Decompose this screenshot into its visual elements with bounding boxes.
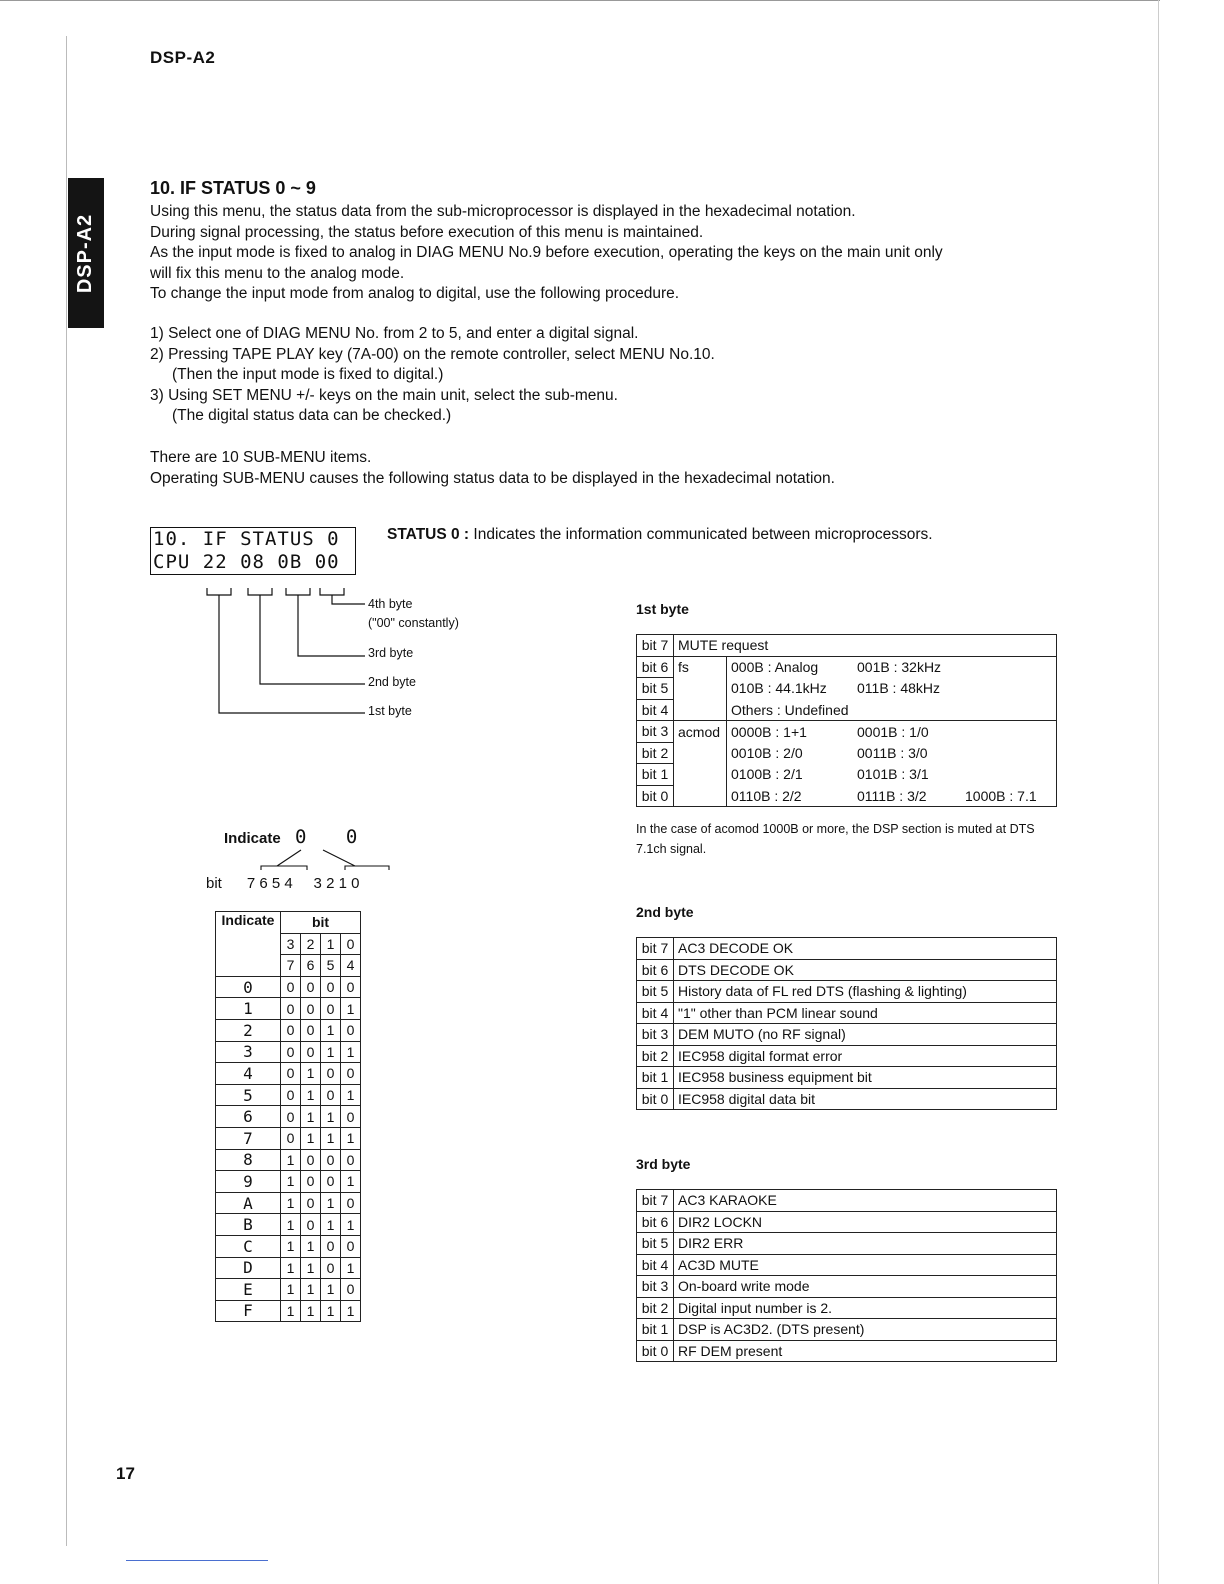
indicate-bit-row: bit 7 6 5 4 3 2 1 0 xyxy=(206,875,360,892)
field-label-empty xyxy=(674,699,727,721)
bit-value: 0 xyxy=(341,1279,361,1301)
callout-4th-byte: 4th byte xyxy=(368,597,413,611)
bit-value: 1 xyxy=(281,1279,301,1301)
table-row xyxy=(637,1002,1057,1024)
bit-desc: IEC958 digital data bit xyxy=(674,1088,1057,1110)
side-tab-label: DSP-A2 xyxy=(74,213,97,293)
leader-1st-byte xyxy=(219,595,365,713)
bit-value: 001B : 32kHz xyxy=(853,656,961,678)
bit-desc: AC3 KARAOKE xyxy=(674,1190,1057,1212)
byte1-table xyxy=(636,634,1057,807)
bit-value: 1 xyxy=(341,998,361,1020)
bit-value: 1 xyxy=(341,1084,361,1106)
bit-desc: On-board write mode xyxy=(674,1276,1057,1298)
table-row xyxy=(216,1214,361,1236)
bit-label: bit 7 xyxy=(637,635,674,657)
bit-value: 1 xyxy=(301,1127,321,1149)
bracket-2nd-byte xyxy=(248,588,272,595)
indicate-digits: 0 0 xyxy=(295,826,372,848)
table-row xyxy=(637,1045,1057,1067)
bit-label: bit 6 xyxy=(637,656,674,678)
byte2-table xyxy=(636,937,1057,1110)
bit-value: 0 xyxy=(281,1019,301,1041)
status0-label: STATUS 0 : xyxy=(387,526,470,543)
bit-number: 3 xyxy=(281,933,301,955)
byte-bracket-diagram xyxy=(200,588,370,718)
bit-value: 0111B : 3/2 xyxy=(853,785,961,807)
bit-label: bit 1 xyxy=(637,1319,674,1341)
table-row xyxy=(216,1084,361,1106)
bit-value: 1 xyxy=(301,1106,321,1128)
table-row xyxy=(216,976,361,998)
bit-value: 1 xyxy=(341,1041,361,1063)
bit-value: 1 xyxy=(321,1300,341,1322)
bit-value: 0101B : 3/1 xyxy=(857,766,929,783)
section-title: 10. IF STATUS 0 ~ 9 xyxy=(150,178,316,198)
bit-number: 4 xyxy=(341,955,361,977)
hex-digit: 7 xyxy=(216,1127,281,1149)
bit-value: 1 xyxy=(341,1171,361,1193)
bit-value: 0 xyxy=(281,998,301,1020)
table-row xyxy=(216,1127,361,1149)
bit-label: bit 7 xyxy=(637,1190,674,1212)
bit-value: 0 xyxy=(281,1127,301,1149)
bit-desc: DSP is AC3D2. (DTS present) xyxy=(674,1319,1057,1341)
bit-value: 0 xyxy=(301,1041,321,1063)
bracket-3rd-byte xyxy=(286,588,310,595)
bit-desc: AC3D MUTE xyxy=(674,1254,1057,1276)
table-row xyxy=(637,1319,1057,1341)
step-3-note: (The digital status data can be checked.) xyxy=(172,407,452,424)
bit-label: bit 6 xyxy=(637,959,674,981)
bit-value: 0001B : 1/0 xyxy=(853,721,961,743)
hex-digit: 0 xyxy=(216,976,281,998)
bit-value: 1 xyxy=(321,1019,341,1041)
bit-value: 0 xyxy=(321,976,341,998)
table-row xyxy=(637,764,1057,786)
bit-value: 0 xyxy=(301,1019,321,1041)
table-row xyxy=(216,1171,361,1193)
right-margin-rule xyxy=(1158,0,1159,1584)
field-label: fs xyxy=(674,656,727,678)
procedure-steps xyxy=(150,324,715,427)
bit-desc: DTS DECODE OK xyxy=(674,959,1057,981)
note-line: In the case of acomod 1000B or more, the DSP section is muted at DTS xyxy=(636,822,1035,836)
indicate-bracket xyxy=(255,848,395,874)
hex-digit: A xyxy=(216,1192,281,1214)
bit-number: 7 xyxy=(281,955,301,977)
bit-label: bit 0 xyxy=(637,1340,674,1362)
indicate-label: Indicate xyxy=(224,830,281,847)
table-row xyxy=(216,1279,361,1301)
bit-value: 0 xyxy=(281,1106,301,1128)
bit-desc: Digital input number is 2. xyxy=(674,1297,1057,1319)
hex-digit: B xyxy=(216,1214,281,1236)
header-indicate: Indicate xyxy=(216,912,281,977)
table-row xyxy=(637,656,1057,678)
table-row xyxy=(637,1297,1057,1319)
bit-value: 0 xyxy=(341,1192,361,1214)
table-row xyxy=(637,981,1057,1003)
header-model: DSP-A2 xyxy=(150,48,216,67)
table-row xyxy=(216,1257,361,1279)
table-row xyxy=(216,1106,361,1128)
bit-number: 5 xyxy=(321,955,341,977)
bit-value: 1 xyxy=(281,1300,301,1322)
field-label-empty xyxy=(674,742,727,764)
bit-value: 1 xyxy=(321,1127,341,1149)
table-row xyxy=(637,742,1057,764)
bit-value-empty xyxy=(961,678,1057,700)
table-row xyxy=(637,678,1057,700)
bit-label: bit 3 xyxy=(637,1276,674,1298)
bit-value: 0 xyxy=(341,1063,361,1085)
hex-digit: D xyxy=(216,1257,281,1279)
hex-digit: 9 xyxy=(216,1171,281,1193)
bit-label: bit 2 xyxy=(637,742,674,764)
bit-label: bit 4 xyxy=(637,1002,674,1024)
hex-digit: 5 xyxy=(216,1084,281,1106)
bit-value: 0 xyxy=(321,1063,341,1085)
left-margin-rule xyxy=(66,36,67,1546)
bit-value: 1 xyxy=(341,1257,361,1279)
bit-value-empty xyxy=(961,742,1057,764)
bit-label: bit 0 xyxy=(637,1088,674,1110)
bit-value: 1 xyxy=(301,1063,321,1085)
bit-value: 1 xyxy=(301,1257,321,1279)
table-row xyxy=(637,1276,1057,1298)
bit-value: 0 xyxy=(341,1019,361,1041)
byte1-note xyxy=(636,819,1066,859)
bit-value: 0 xyxy=(301,1149,321,1171)
side-tab xyxy=(68,178,104,328)
submenu-line: Operating SUB-MENU causes the following status data to be displayed in the hexadecimal notation. xyxy=(150,469,835,487)
bit-value: 1 xyxy=(301,1235,321,1257)
bit-value: 0 xyxy=(321,1257,341,1279)
byte1-heading: 1st byte xyxy=(636,601,689,617)
bit-value: 1 xyxy=(321,1214,341,1236)
bracket-4th-byte xyxy=(320,588,344,595)
bit-value: 0 xyxy=(301,1192,321,1214)
bracket-lower-nibble xyxy=(345,866,389,870)
bottom-line xyxy=(126,1560,268,1561)
table-row xyxy=(637,1233,1057,1255)
leader-4th-byte xyxy=(332,595,365,604)
bit-value: 1 xyxy=(301,1279,321,1301)
bit-value: 0100B : 2/1 xyxy=(731,766,803,783)
table-row xyxy=(216,1063,361,1085)
callout-2nd-byte: 2nd byte xyxy=(368,675,416,689)
step-3: 3) Using SET MENU +/- keys on the main unit, select the sub-menu. xyxy=(150,386,618,404)
table-row xyxy=(637,1088,1057,1110)
bit-label: bit 7 xyxy=(637,938,674,960)
hex-digit: F xyxy=(216,1300,281,1322)
bit-label: bit 3 xyxy=(637,721,674,743)
bit-value: 1000B : 7.1 xyxy=(961,785,1057,807)
table-row xyxy=(637,1254,1057,1276)
bit-value: 1 xyxy=(281,1257,301,1279)
bit-desc: IEC958 business equipment bit xyxy=(674,1067,1057,1089)
bit-label: bit 5 xyxy=(637,678,674,700)
bit-value: 0011B : 3/0 xyxy=(857,744,928,761)
bit-number: 1 xyxy=(321,933,341,955)
bit-value: 1 xyxy=(321,1279,341,1301)
status0-description xyxy=(387,526,933,544)
hex-digit: 2 xyxy=(216,1019,281,1041)
field-label-empty xyxy=(674,764,727,786)
bit-value: 1 xyxy=(281,1171,301,1193)
bit-desc: DIR2 LOCKN xyxy=(674,1211,1057,1233)
table-row xyxy=(216,1300,361,1322)
bit-value: 0 xyxy=(301,1171,321,1193)
bit-desc: DEM MUTO (no RF signal) xyxy=(674,1024,1057,1046)
bit-value: 1 xyxy=(321,1192,341,1214)
bit-value: 1 xyxy=(281,1149,301,1171)
intro-line: will fix this menu to the analog mode. xyxy=(150,264,405,282)
hex-digit: 8 xyxy=(216,1149,281,1171)
bit-label: bit 1 xyxy=(637,1067,674,1089)
status0-text: Indicates the information communicated between microprocessors. xyxy=(469,526,933,543)
table-row xyxy=(216,1235,361,1257)
bit-number: 6 xyxy=(301,955,321,977)
bit-number: 2 xyxy=(301,933,321,955)
bit-label: bit 1 xyxy=(637,764,674,786)
bit-desc: RF DEM present xyxy=(674,1340,1057,1362)
callout-1st-byte: 1st byte xyxy=(368,704,412,718)
bit-value: 0 xyxy=(321,1149,341,1171)
bit-label: bit 6 xyxy=(637,1211,674,1233)
bit-value: 010B : 44.1kHz xyxy=(731,680,827,697)
lcd-line-2: CPU 22 08 0B 00 xyxy=(153,551,340,573)
bit-value: 0 xyxy=(301,998,321,1020)
bit-desc: DIR2 ERR xyxy=(674,1233,1057,1255)
bit-desc: "1" other than PCM linear sound xyxy=(674,1002,1057,1024)
table-row xyxy=(637,721,1057,743)
bit-value: 0 xyxy=(341,1149,361,1171)
intro-line: During signal processing, the status before execution of this menu is maintained. xyxy=(150,223,704,241)
table-row xyxy=(637,1340,1057,1362)
bracket-1st-byte xyxy=(207,588,231,595)
bit-value: 000B : Analog xyxy=(727,656,854,678)
table-row xyxy=(637,959,1057,981)
step-1: 1) Select one of DIAG MENU No. from 2 to 5, and enter a digital signal. xyxy=(150,325,639,342)
bit-desc: History data of FL red DTS (flashing & lighting) xyxy=(674,981,1057,1003)
bit-value-empty xyxy=(961,656,1057,678)
callout-4th-byte-note: ("00" constantly) xyxy=(368,616,459,630)
bit-value: 0 xyxy=(321,1235,341,1257)
bit-value: 011B : 48kHz xyxy=(857,680,941,697)
lcd-display xyxy=(150,527,356,575)
bit-value: 1 xyxy=(341,1300,361,1322)
intro-line: To change the input mode from analog to digital, use the following procedure. xyxy=(150,285,680,302)
bit-value: 1 xyxy=(281,1192,301,1214)
table-row xyxy=(216,998,361,1020)
table-row xyxy=(637,1190,1057,1212)
table-row xyxy=(637,1024,1057,1046)
bit-value: 1 xyxy=(281,1214,301,1236)
hex-digit: 3 xyxy=(216,1041,281,1063)
bit-value: 1 xyxy=(341,1127,361,1149)
top-rule xyxy=(0,0,1160,1)
bit-value: 1 xyxy=(321,1106,341,1128)
lcd-line-1: 10. IF STATUS 0 xyxy=(153,528,340,550)
header-bit: bit xyxy=(281,912,361,934)
bit-label: bit 4 xyxy=(637,699,674,721)
hex-digit: C xyxy=(216,1235,281,1257)
step-2: 2) Pressing TAPE PLAY key (7A-00) on the remote controller, select MENU No.10. xyxy=(150,345,715,363)
bit-value: 0 xyxy=(281,1084,301,1106)
intro-line: Using this menu, the status data from the sub-microprocessor is displayed in the hexadecimal notation. xyxy=(150,203,856,220)
bit-value-empty xyxy=(961,764,1057,786)
bit-value: 0 xyxy=(341,1235,361,1257)
bit-value: 0 xyxy=(321,1171,341,1193)
table-row xyxy=(216,1041,361,1063)
bit-value: 0000B : 1+1 xyxy=(727,721,854,743)
submenu-line: There are 10 SUB-MENU items. xyxy=(150,449,372,466)
bit-label: bit 2 xyxy=(637,1297,674,1319)
leader-upper-nibble xyxy=(277,850,301,866)
bit-value: 1 xyxy=(281,1235,301,1257)
hex-digit: 6 xyxy=(216,1106,281,1128)
bit-value: 0 xyxy=(281,1041,301,1063)
table-row xyxy=(637,1067,1057,1089)
table-row xyxy=(216,912,361,934)
bit-value: 0110B : 2/2 xyxy=(727,785,854,807)
field-label-empty xyxy=(674,785,727,807)
byte3-table xyxy=(636,1189,1057,1362)
hex-digit: E xyxy=(216,1279,281,1301)
leader-2nd-byte xyxy=(260,595,365,684)
byte2-heading: 2nd byte xyxy=(636,904,694,920)
field-label-empty xyxy=(674,678,727,700)
bit-value: 0 xyxy=(301,1214,321,1236)
bit-desc: IEC958 digital format error xyxy=(674,1045,1057,1067)
bit-value: 0010B : 2/0 xyxy=(731,744,803,761)
hex-digit: 4 xyxy=(216,1063,281,1085)
table-row xyxy=(216,1192,361,1214)
bit-label: bit 0 xyxy=(637,785,674,807)
table-row xyxy=(637,938,1057,960)
table-row xyxy=(637,785,1057,807)
bit-label: bit 2 xyxy=(637,1045,674,1067)
bit-value: 0 xyxy=(321,1084,341,1106)
bracket-upper-nibble xyxy=(261,866,307,870)
hex-bit-table xyxy=(215,911,361,1322)
table-row xyxy=(216,1019,361,1041)
intro-paragraph xyxy=(150,202,1050,305)
field-label: acmod xyxy=(674,721,727,743)
bit-label: bit 5 xyxy=(637,1233,674,1255)
bit-value: 0 xyxy=(281,1063,301,1085)
bit-desc: MUTE request xyxy=(674,635,1057,657)
bit-value: 1 xyxy=(321,1041,341,1063)
callout-3rd-byte: 3rd byte xyxy=(368,646,414,660)
note-line: 7.1ch signal. xyxy=(636,842,707,856)
step-2-note: (Then the input mode is fixed to digital.) xyxy=(172,366,444,383)
bit-value: 0 xyxy=(281,976,301,998)
bit-value: 1 xyxy=(301,1300,321,1322)
bit-value: 0 xyxy=(341,1106,361,1128)
hex-digit: 1 xyxy=(216,998,281,1020)
bit-desc: AC3 DECODE OK xyxy=(674,938,1057,960)
submenu-paragraph xyxy=(150,448,1050,489)
bit-value: Others : Undefined xyxy=(727,699,1057,721)
bit-value: 1 xyxy=(301,1084,321,1106)
table-row xyxy=(637,635,1057,657)
table-row xyxy=(637,1211,1057,1233)
bit-label: bit 4 xyxy=(637,1254,674,1276)
bit-value: 0 xyxy=(341,976,361,998)
page-number: 17 xyxy=(116,1464,135,1483)
table-row xyxy=(216,1149,361,1171)
bit-value: 0 xyxy=(321,998,341,1020)
bit-value: 1 xyxy=(341,1214,361,1236)
table-row xyxy=(637,699,1057,721)
bit-value: 0 xyxy=(301,976,321,998)
leader-lower-nibble xyxy=(323,850,355,866)
intro-line: As the input mode is fixed to analog in DIAG MENU No.9 before execution, operating the keys on the main unit only xyxy=(150,244,943,261)
byte3-heading: 3rd byte xyxy=(636,1156,691,1172)
bit-number: 0 xyxy=(341,933,361,955)
bit-label: bit 3 xyxy=(637,1024,674,1046)
bit-label: bit 5 xyxy=(637,981,674,1003)
bit-value-empty xyxy=(961,721,1057,743)
